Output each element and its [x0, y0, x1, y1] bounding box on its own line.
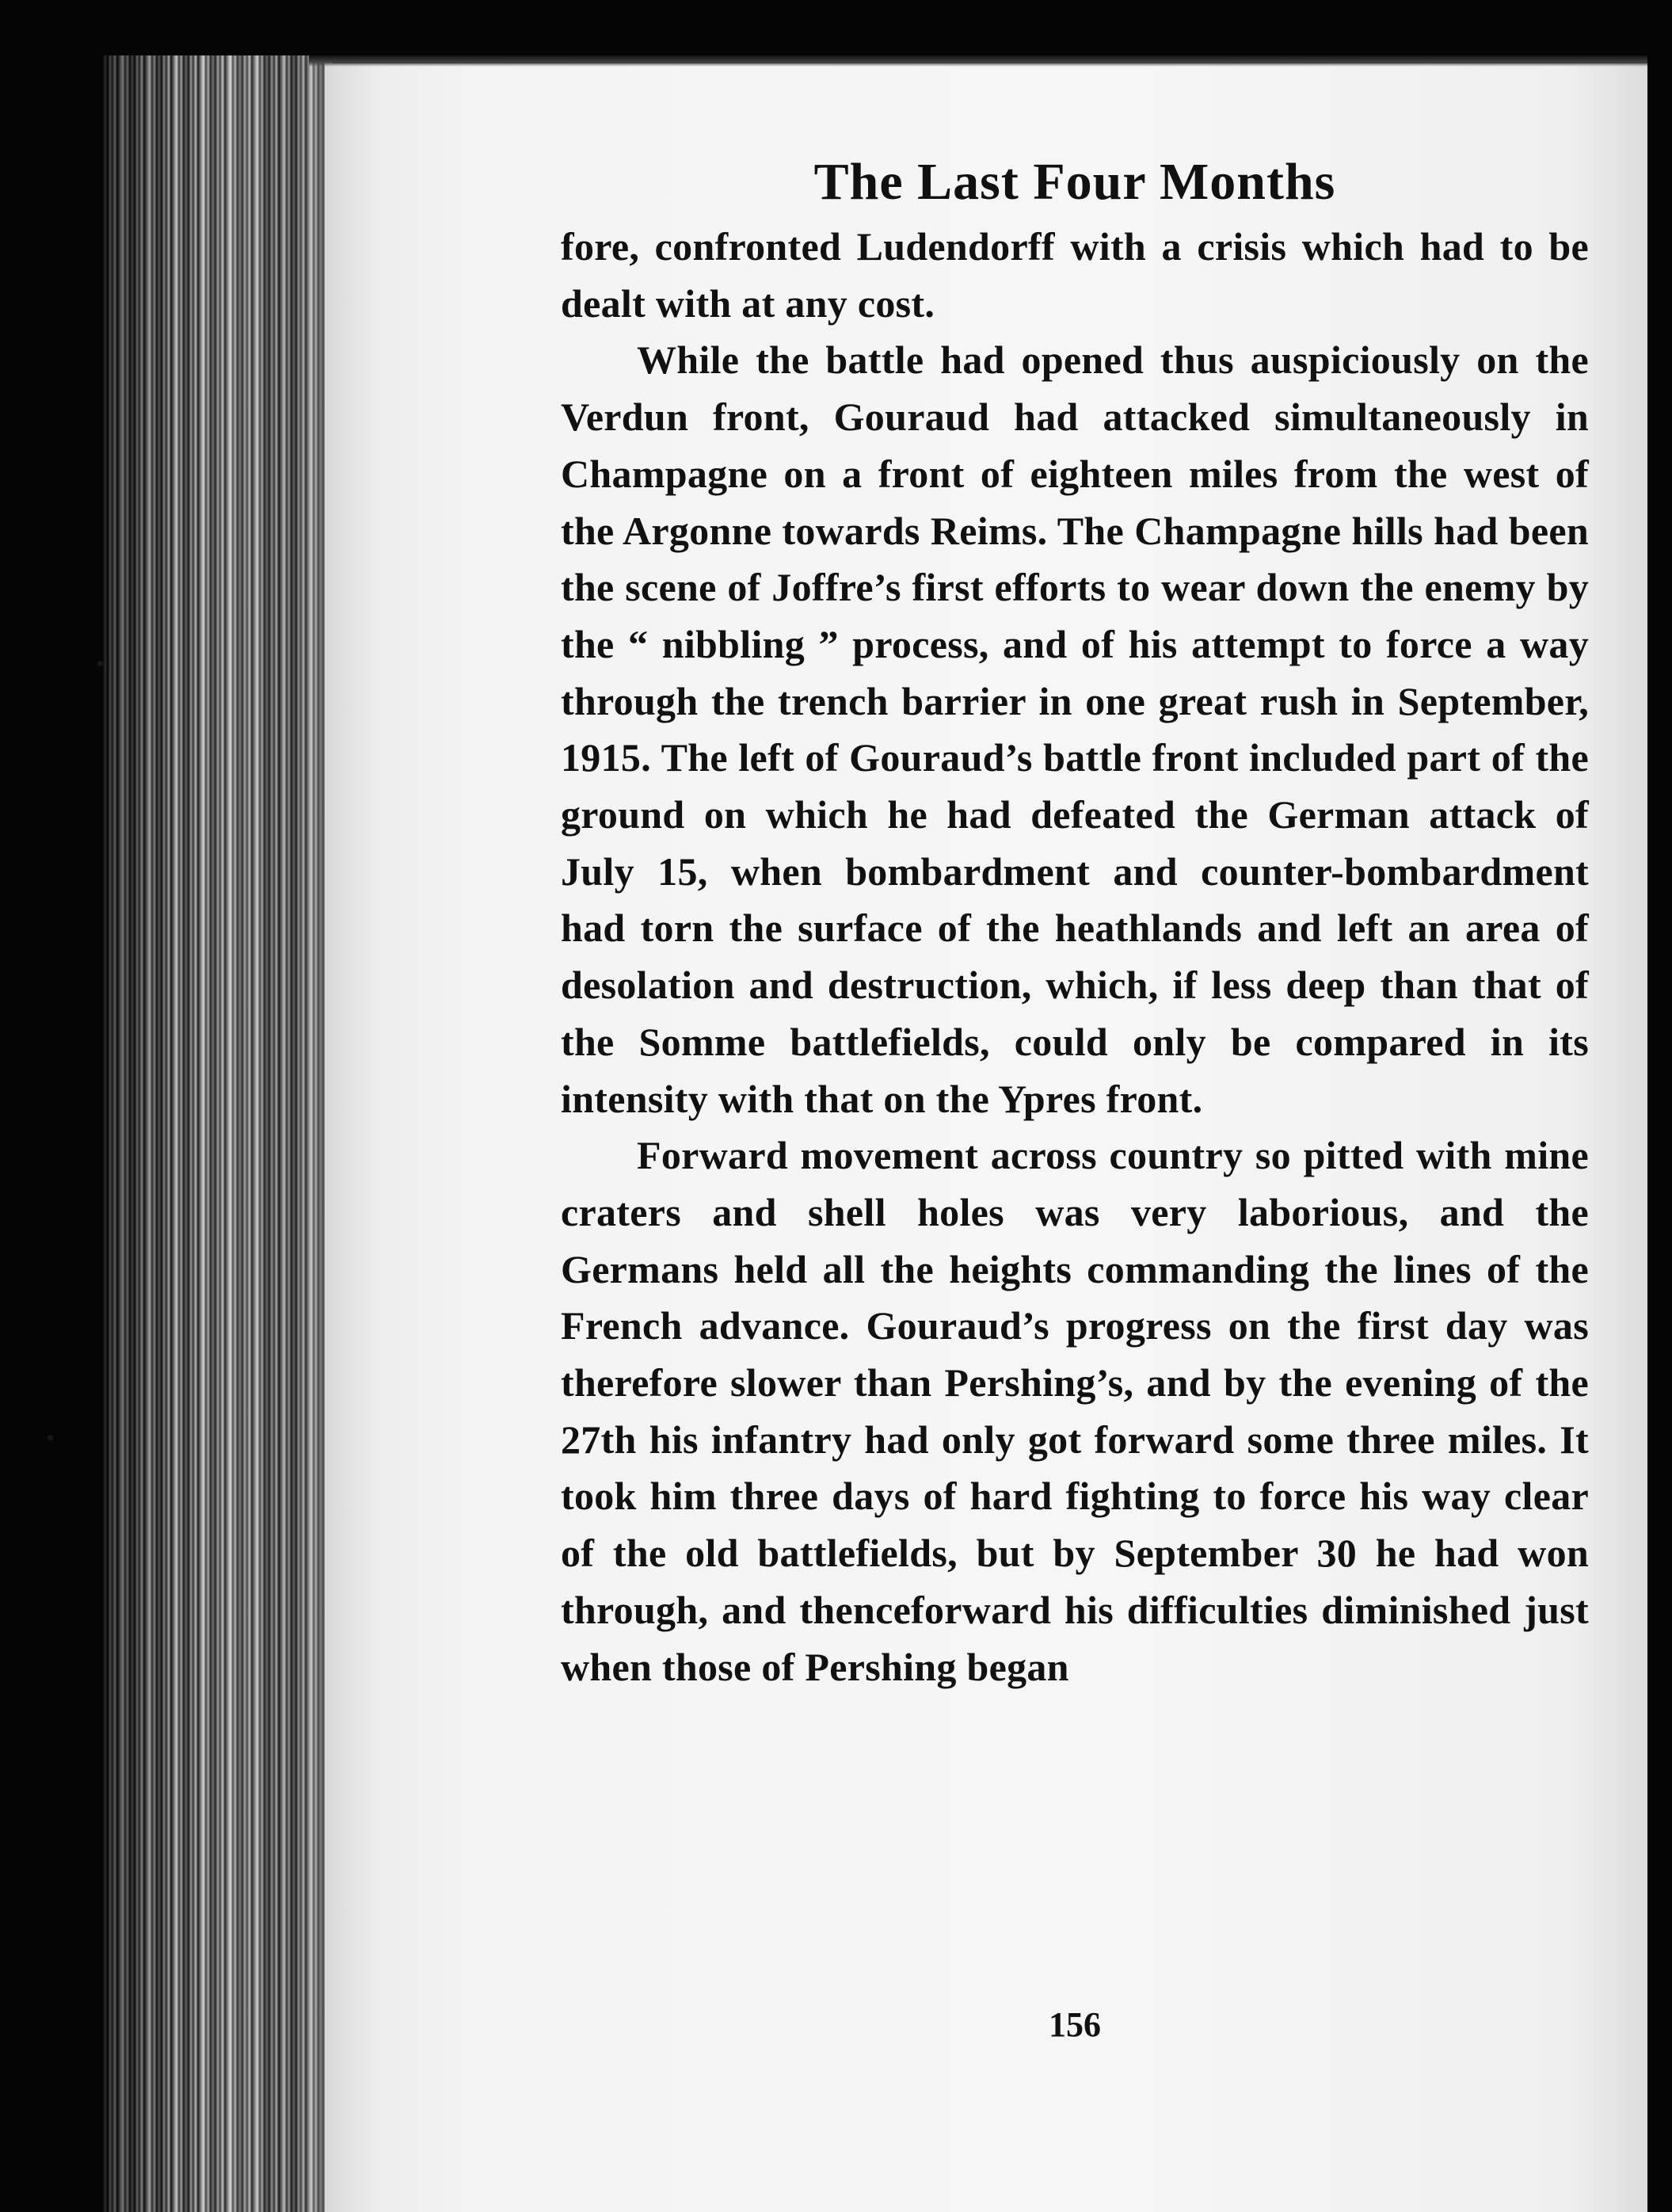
- paragraph-2: While the battle had opened thus auspiciously on the Verdun front, Gouraud had attacked simultaneously in Champagne on a front of eighteen miles from the west of the Argonne towards Reims. The Champagne hills had been the scene of Joffre’s first efforts to wear down the enemy by the “ nibbling ” process, and of his attempt to force a way through the trench barrier in one great rush in September, 1915. The left of Gouraud’s battle front included part of the ground on which he had defeated the German attack of July 15, when bombardment and counter-bombardment had torn the surface of the heathlands and left an area of desolation and destruction, which, if less deep than that of the Somme battlefields, could only be compared in its intensity with that on the Ypres front.: [561, 338, 1589, 1121]
- running-head: The Last Four Months: [813, 153, 1336, 211]
- book-page-edges: [103, 55, 333, 2212]
- paragraph-3: Forward movement across country so pitted with mine craters and shell holes was very laborious, and the Germans held all the heights commanding the lines of the French advance. Gouraud’s progress on the first day was therefore slower than Pershing’s, and by the evening of the 27th his infantry had only got forward some three miles. It took him three days of hard fighting to force his way clear of the old battlefields, but by September 30 he had won through, and thenceforward his difficulties diminished just when those of Pershing began: [561, 1133, 1589, 1689]
- page-number: 156: [1049, 2005, 1101, 2044]
- paragraph-1: fore, confronted Ludendorff with a crisis which had to be dealt with at any cost.: [561, 224, 1589, 326]
- page-top-shadow: [309, 55, 1647, 67]
- page-text-block: [561, 151, 1589, 2044]
